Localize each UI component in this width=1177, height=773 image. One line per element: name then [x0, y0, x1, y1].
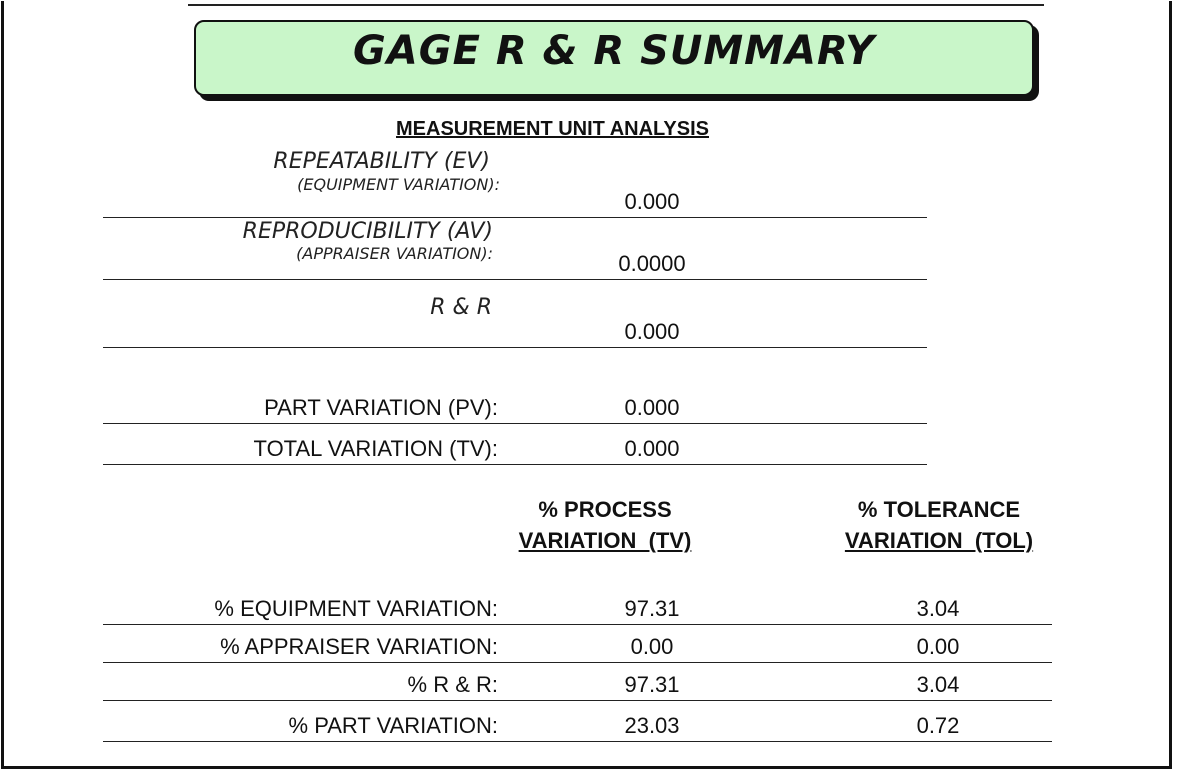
pct-equipment-tolerance: 3.04 — [916, 596, 960, 621]
process-header-line1: % PROCESS — [538, 497, 672, 522]
pct-part-tolerance: 0.72 — [916, 713, 960, 738]
row-divider — [103, 217, 927, 218]
part-variation-label: PART VARIATION (PV): — [264, 395, 498, 420]
row-divider — [103, 464, 927, 465]
section-title: MEASUREMENT UNIT ANALYSIS — [396, 118, 709, 140]
pct-part-process: 23.03 — [624, 713, 680, 738]
reproducibility-sublabel: (APPRAISER VARIATION): — [296, 244, 493, 263]
total-variation-label: TOTAL VARIATION (TV): — [253, 436, 498, 461]
part-variation-value: 0.000 — [624, 395, 680, 420]
pct-rr-label: % R & R: — [407, 672, 498, 697]
tolerance-header-line2: VARIATION (TOL) — [844, 528, 1034, 553]
row-divider — [103, 741, 1052, 742]
row-divider — [103, 279, 927, 280]
total-variation-value: 0.000 — [624, 436, 680, 461]
repeatability-label: REPEATABILITY (EV) — [273, 149, 490, 174]
pct-appraiser-tolerance: 0.00 — [916, 634, 960, 659]
row-divider — [103, 423, 927, 424]
row-divider — [103, 700, 1052, 701]
row-divider — [103, 624, 1052, 625]
pct-rr-process: 97.31 — [624, 672, 680, 697]
pct-appraiser-process: 0.00 — [630, 634, 674, 659]
repeatability-value: 0.000 — [624, 189, 680, 214]
pct-equipment-process: 97.31 — [624, 596, 680, 621]
tolerance-header-line1: % TOLERANCE — [857, 497, 1021, 522]
title-banner — [194, 20, 1034, 96]
process-variation-header — [500, 494, 710, 556]
rr-value: 0.000 — [624, 319, 680, 344]
process-header-line2: VARIATION (TV) — [518, 528, 692, 553]
pct-rr-tolerance: 3.04 — [916, 672, 960, 697]
pct-part-label: % PART VARIATION: — [288, 713, 498, 738]
pct-appraiser-label: % APPRAISER VARIATION: — [220, 634, 498, 659]
repeatability-sublabel: (EQUIPMENT VARIATION): — [297, 175, 500, 194]
tolerance-variation-header — [825, 494, 1053, 556]
row-divider — [103, 347, 927, 348]
rr-label: R & R — [430, 295, 492, 320]
page-title: GAGE R & R SUMMARY — [352, 28, 876, 74]
reproducibility-label: REPRODUCIBILITY (AV) — [242, 219, 493, 244]
top-rule — [188, 4, 1044, 6]
reproducibility-value: 0.0000 — [618, 251, 686, 276]
row-divider — [103, 662, 1052, 663]
pct-equipment-label: % EQUIPMENT VARIATION: — [214, 596, 498, 621]
